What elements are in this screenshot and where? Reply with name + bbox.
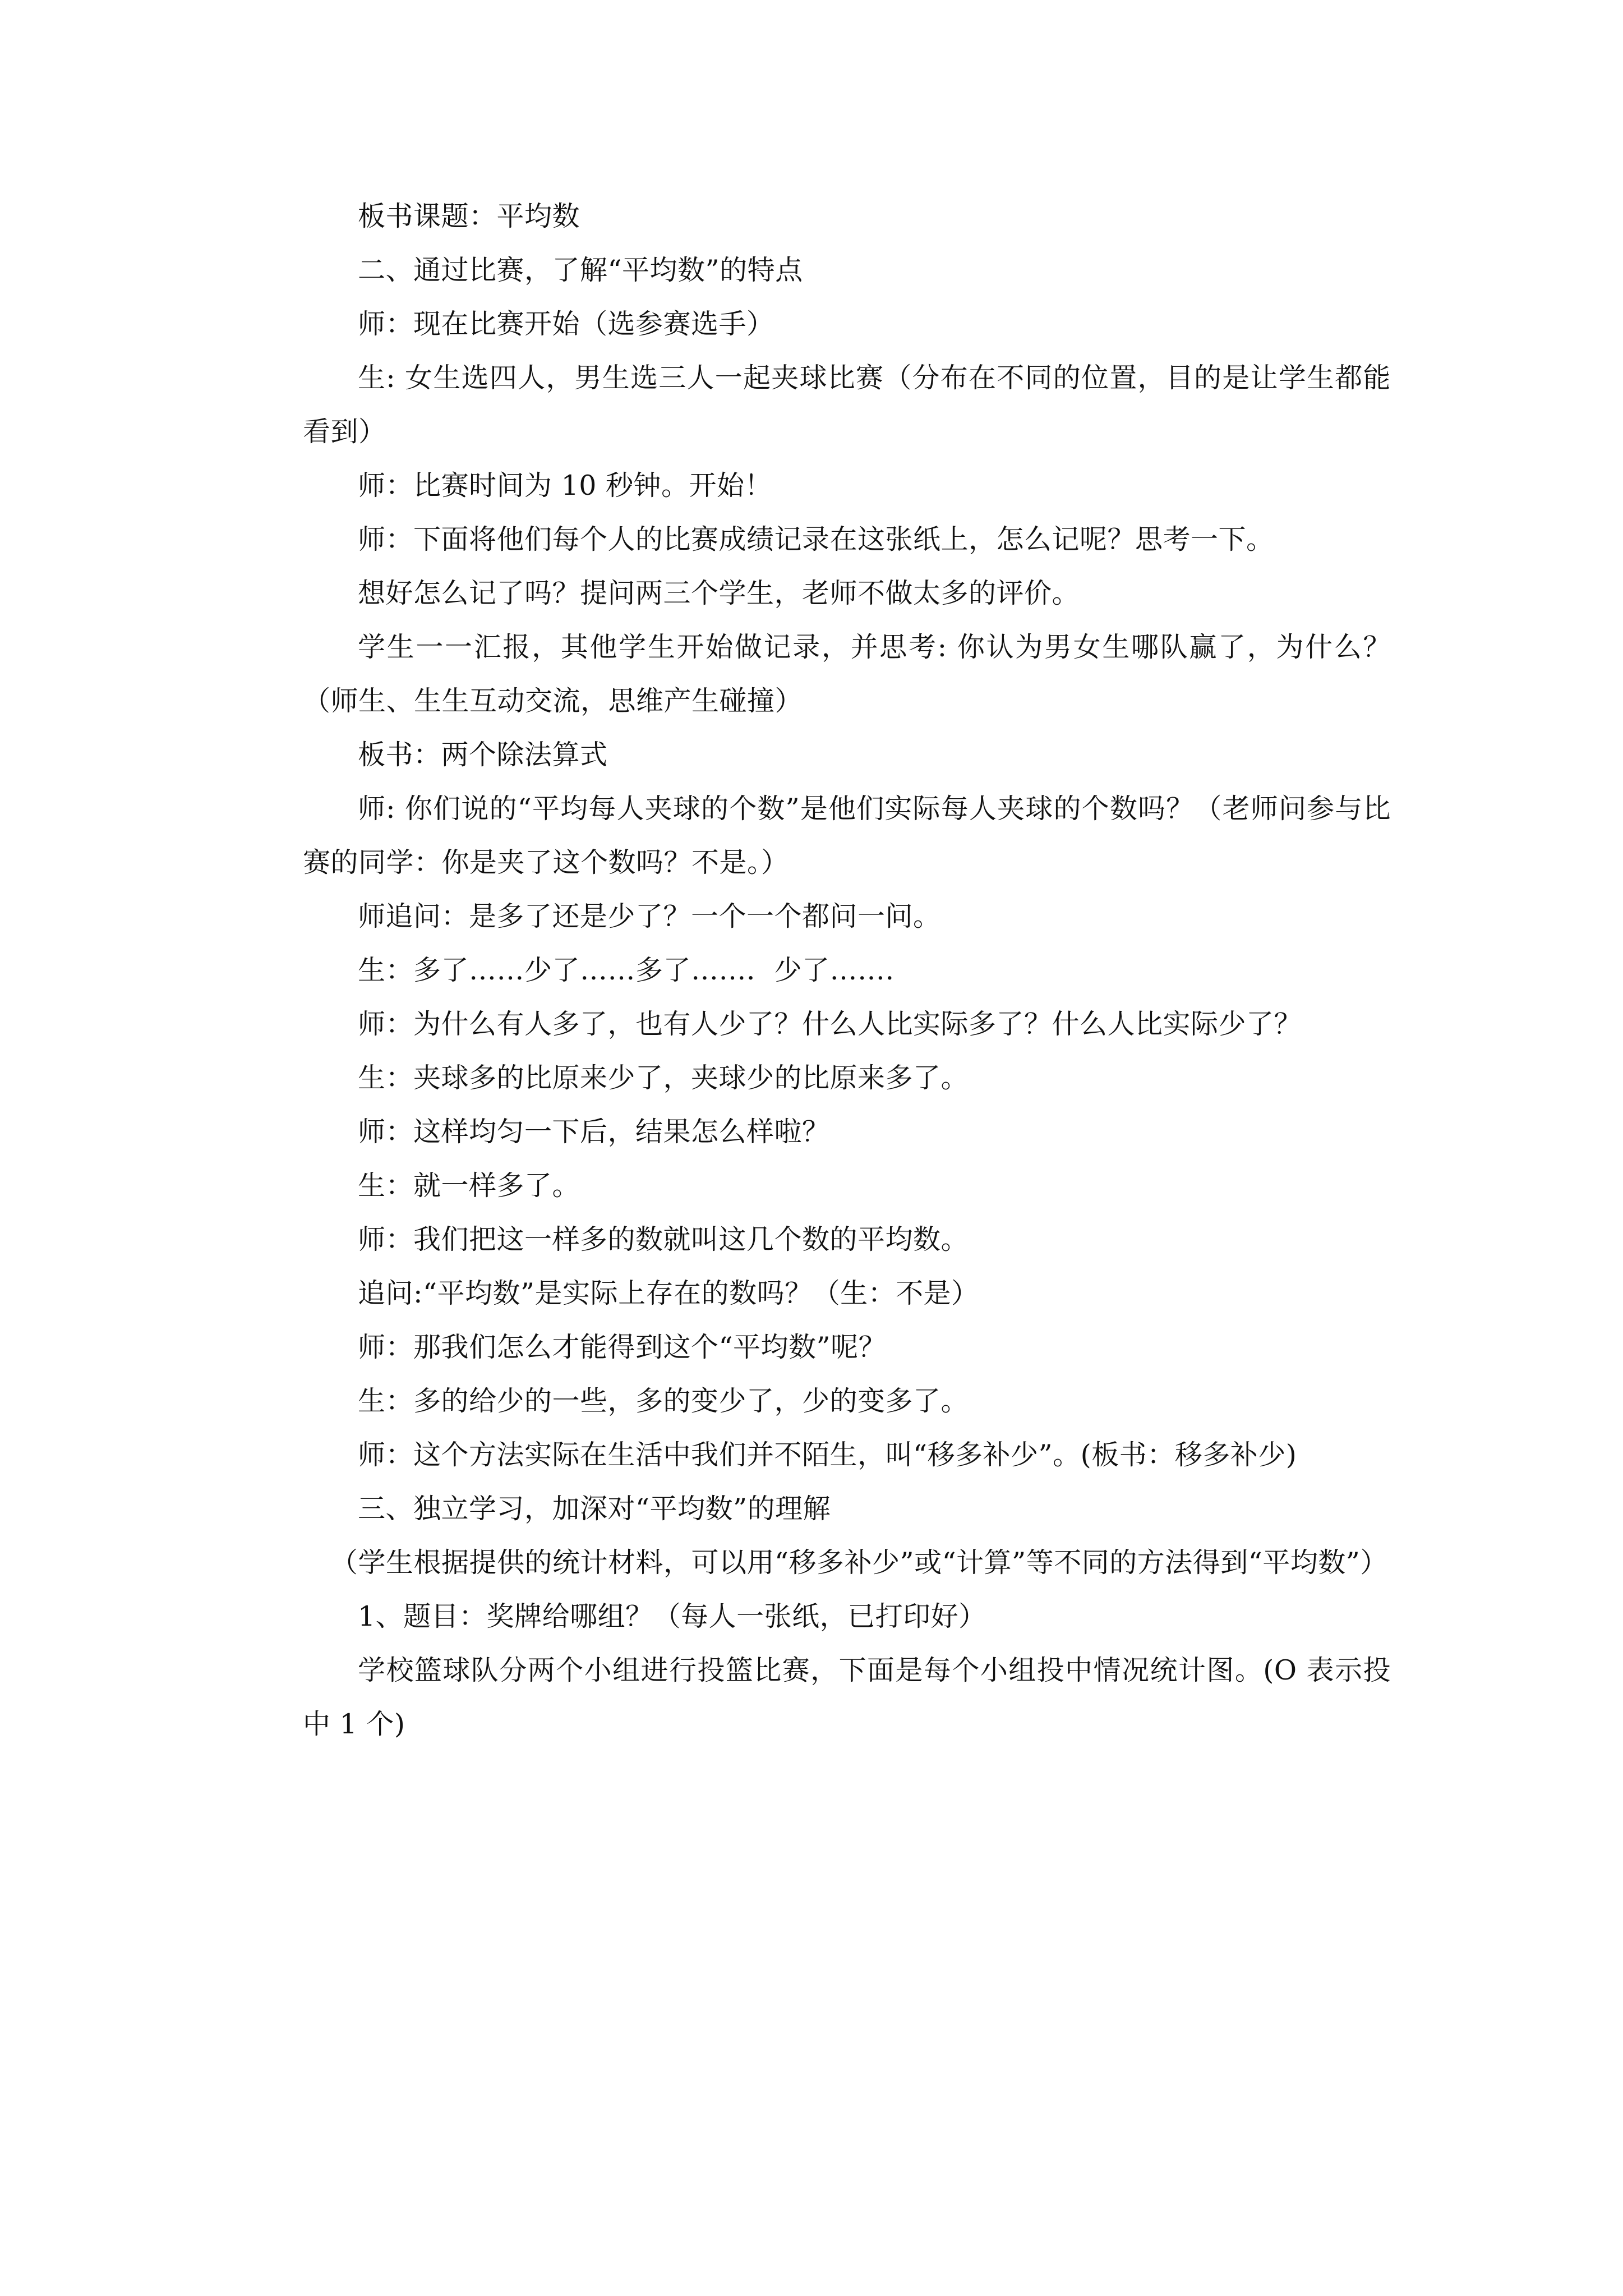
paragraph: 1、题目：奖牌给哪组？（每人一张纸，已打印好） <box>358 1600 986 1632</box>
paragraph: 师：这个方法实际在生活中我们并不陌生，叫“移多补少”。(板书：移多补少) <box>358 1439 1297 1471</box>
paragraph: 师：现在比赛开始（选参赛选手） <box>358 308 774 340</box>
paragraph: 生: 女生选四人，男生选三人一起夹球比赛（分布在不同的位置，目的是让学生都能看到） <box>303 362 1391 448</box>
paragraph: 生：夹球多的比原来少了，夹球少的比原来多了。 <box>358 1062 969 1094</box>
paragraph: 想好怎么记了吗？提问两三个学生，老师不做太多的评价。 <box>358 577 1080 609</box>
document-body <box>303 190 1391 1751</box>
paragraph: （学生根据提供的统计材料，可以用“移多补少”或“计算”等不同的方法得到“平均数”） <box>330 1547 1388 1579</box>
paragraph: 学生一一汇报，其他学生开始做记录，并思考: 你认为男女生哪队赢了，为什么？（师生、生生互动交流，思维产生碰撞） <box>303 631 1391 717</box>
paragraph: 师：为什么有人多了，也有人少了？什么人比实际多了？什么人比实际少了？ <box>358 1008 1302 1040</box>
paragraph: 生：就一样多了。 <box>358 1170 580 1202</box>
paragraph: 板书：两个除法算式 <box>358 739 608 771</box>
paragraph: 学校篮球队分两个小组进行投篮比赛，下面是每个小组投中情况统计图。(O 表示投中 1 个) <box>303 1654 1391 1740</box>
section-heading-3: 三、独立学习，加深对“平均数”的理解 <box>358 1493 831 1525</box>
paragraph: 生：多的给少的一些，多的变少了，少的变多了。 <box>358 1385 969 1417</box>
section-heading-2: 二、通过比赛，了解“平均数”的特点 <box>358 254 803 286</box>
paragraph: 师：那我们怎么才能得到这个“平均数”呢？ <box>358 1331 887 1363</box>
paragraph: 师：我们把这一样多的数就叫这几个数的平均数。 <box>358 1223 969 1255</box>
paragraph: 生：多了……少了……多了……．少了……. <box>358 954 895 986</box>
paragraph: 师：下面将他们每个人的比赛成绩记录在这张纸上，怎么记呢？思考一下。 <box>358 523 1274 555</box>
paragraph-title: 板书课题：平均数 <box>358 200 580 232</box>
paragraph: 师追问：是多了还是少了？一个一个都问一问。 <box>358 900 941 932</box>
paragraph: 师: 你们说的“平均每人夹球的个数”是他们实际每人夹球的个数吗？（老师问参与比赛的同学：你是夹了这个数吗？不是。） <box>303 793 1391 878</box>
paragraph: 追问:“平均数”是实际上存在的数吗？（生：不是） <box>358 1277 979 1309</box>
paragraph: 师：比赛时间为 10 秒钟。开始！ <box>358 470 773 501</box>
paragraph: 师：这样均匀一下后，结果怎么样啦？ <box>358 1116 830 1148</box>
